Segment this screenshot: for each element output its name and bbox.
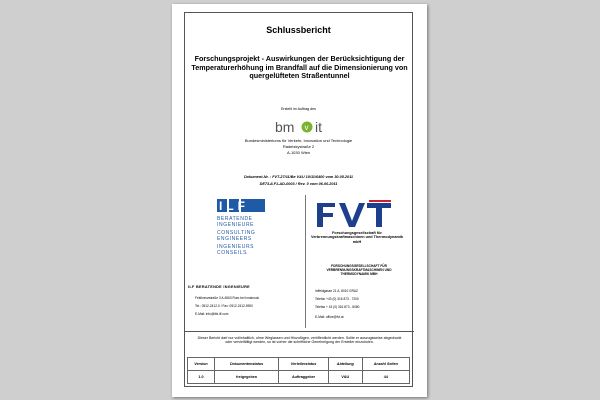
ilf-line-6: CONSEILS: [217, 250, 248, 256]
commissioned-by: Erstellt im Auftrag des: [281, 107, 316, 111]
cell-distribution-status: Auftraggeber: [279, 371, 329, 384]
table-row: [188, 371, 410, 384]
fvt-company-name: FORSCHUNGSGESELLSCHAFT FÜR VERBRENNUNGSKRAFTMASCHINEN UND THERMODYNAMIK MBH: [326, 264, 392, 276]
fvt-subtitle: Forschungsgesellschaft für Verbrennungskraftmaschinen und Thermodynamik mbH: [311, 231, 403, 244]
cell-page-count: 44: [362, 371, 409, 384]
svg-text:it: it: [315, 119, 322, 135]
header-document-status: Dokumentenstatus: [215, 358, 279, 371]
document-status-table: [187, 357, 410, 384]
document-page: [172, 4, 427, 397]
svg-text:bm: bm: [275, 119, 295, 135]
ministry-name: Bundesministeriums für Verkehr, Innovation und Technologie: [244, 138, 353, 143]
cell-document-status: freigegeben: [215, 371, 279, 384]
ilf-line-4: ENGINEERS: [217, 236, 252, 242]
header-department: Abteilung: [328, 358, 362, 371]
ilf-logo-text: ILF: [219, 199, 249, 213]
fvt-fax: Telefax + 43 (0) 316 873 - 8080: [315, 305, 360, 309]
fvt-logo-text: FVT: [315, 199, 317, 200]
ilf-address-2: Tel.: 0512-2412-0 / Fax: 0512-2412-5900: [195, 304, 253, 308]
project-title: Forschungsprojekt - Auswirkungen der Berücksichtigung der Temperaturerhöhung im Brandfall auf die Dimensionierung von quergelüfteten Straßentunnel: [191, 54, 408, 81]
ministry-street: Radetzkystraße 2: [282, 144, 315, 149]
ilf-address-1: Feldkreuzstraße 3 A-6063 Rum bei Innsbruck: [195, 296, 260, 300]
ilf-company-name: ILF BERATENDE INGENIEURE: [188, 285, 250, 289]
fvt-logo: [315, 199, 395, 229]
ministry-city: A-1030 Wien: [286, 150, 311, 155]
ilf-line-2: INGENIEURE: [217, 222, 255, 228]
page-frame: [184, 12, 413, 387]
header-distribution-status: Verteilerstatus: [279, 358, 329, 371]
document-number-1: Dokument-Nr. : FVT-27/11/Be V&U 10/11/6400 vom 30.05.2011: [243, 175, 354, 179]
table-header-row: [188, 358, 410, 371]
ilf-logo: [217, 199, 272, 269]
header-version: Version: [188, 358, 215, 371]
ilf-line-3: CONSULTING: [217, 230, 256, 236]
fvt-email: E-Mail: office@fvt.at: [315, 315, 344, 319]
cell-department: V&U: [328, 371, 362, 384]
header-page-count: Anzahl Seiten: [362, 358, 409, 371]
ilf-line-1: BERATENDE: [217, 216, 253, 222]
publication-notice: Dieser Bericht darf nur vollinhaltlich, ohne Weglassen und Hinzufügen, veröffentlicht werden. Sollte er auszugsweise abgedruckt oder vervielfältigt werden, so ist vorher die schriftliche Genehmigung der Ersteller einzuholen.: [197, 336, 402, 345]
svg-text:v: v: [304, 123, 309, 132]
ilf-address-3: E-Mail: info@ibk.ilf.com: [195, 312, 229, 316]
ilf-line-5: INGENIEURS: [217, 244, 255, 250]
section-divider: [185, 331, 414, 332]
fvt-phone: Telefon +43 (0) 316 873 - 7200: [315, 297, 359, 301]
cell-version: 1.0: [188, 371, 215, 384]
fvt-address-1: Inffeldgasse 21 A, 8010 GRAZ: [315, 289, 358, 293]
document-number-2: DE73-ILF1-AD-0003 / Rev. 0 vom 06.06.2011: [259, 182, 338, 186]
report-title: Schlussbericht: [266, 25, 331, 35]
bmvit-logo: [275, 114, 335, 136]
column-divider: [305, 195, 306, 328]
